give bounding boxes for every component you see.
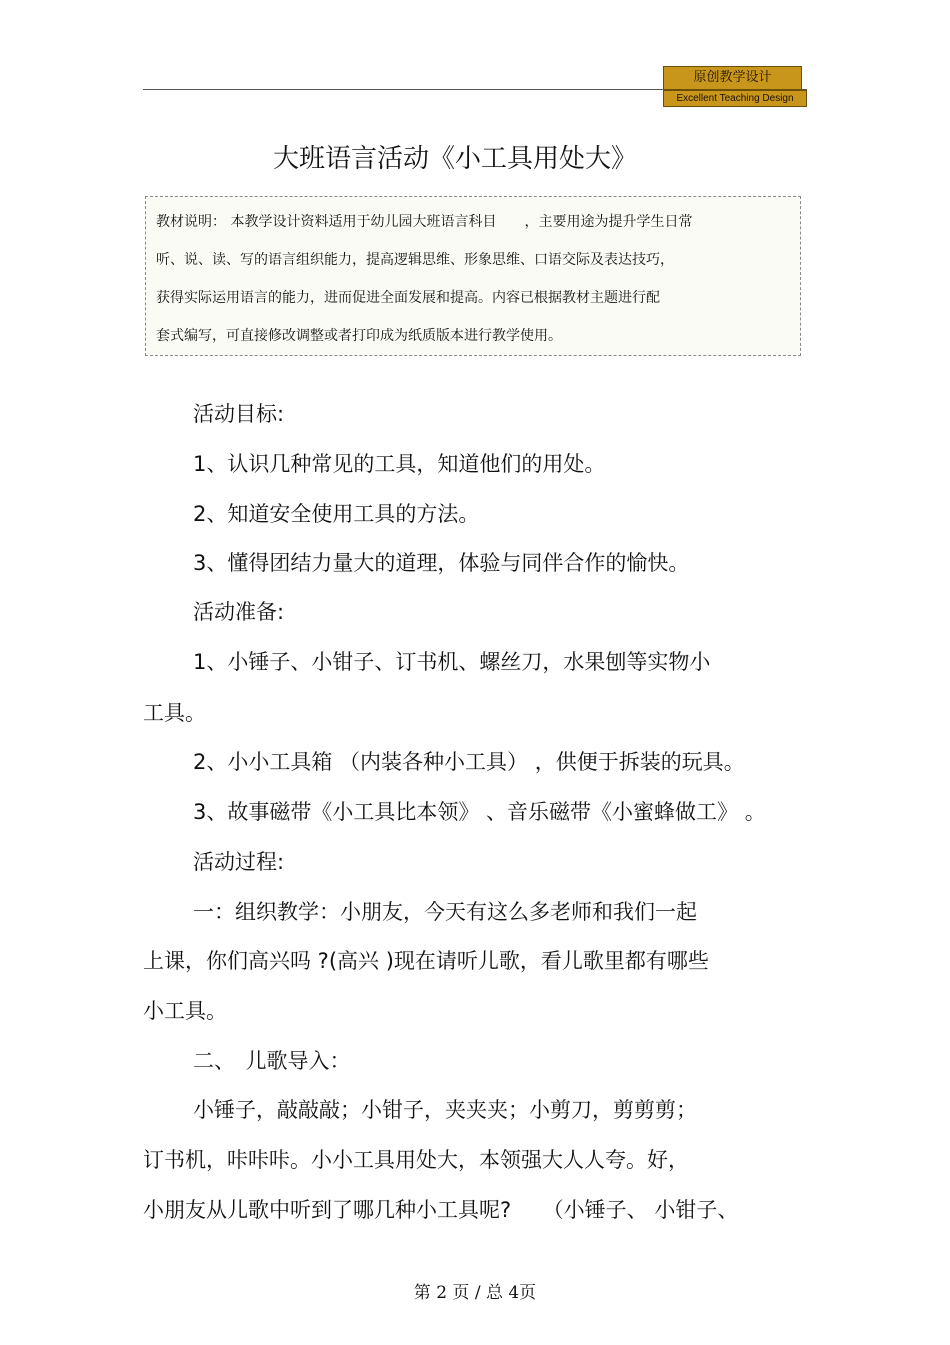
page-number: 第 2 页 / 总 4页 [413,1283,537,1303]
document-title: 大班语言活动《小工具用处大》 [272,144,637,174]
body-paragraph: 小锤子，敲敲敲；小钳子，夹夹夹；小剪刀，剪剪剪； [193,1098,697,1122]
body-paragraph: 3、懂得团结力量大的道理，体验与同伴合作的愉快。 [193,551,690,575]
description-line: 听、说、读、写的语言组织能力，提高逻辑思维、形象思维、口语交际及表达技巧， [156,252,674,268]
body-paragraph: 订书机，咔咔咔。小小工具用处大，本领强大人人夸。好， [143,1148,689,1172]
body-paragraph: 一：组织教学：小朋友，今天有这么多老师和我们一起 [193,900,697,924]
section-heading-preparation: 活动准备: [193,600,285,624]
header-badge-en: Excellent Teaching Design [663,90,807,107]
section-heading-rhyme: 二、 儿歌导入： [193,1049,351,1073]
body-paragraph: 1、小锤子、小钳子、订书机、螺丝刀，水果刨等实物小 [193,650,711,674]
body-paragraph: 小朋友从儿歌中听到了哪几种小工具呢? （小锤子、 小钳子、 [143,1198,739,1222]
section-heading-process: 活动过程: [193,850,285,874]
body-paragraph: 1、认识几种常见的工具，知道他们的用处。 [193,452,606,476]
description-line: 套式编写，可直接修改调整或者打印成为纸质版本进行教学使用。 [156,328,562,344]
description-line: 获得实际运用语言的能力，进而促进全面发展和提高。内容已根据教材主题进行配 [156,290,660,306]
body-paragraph: 小工具。 [143,999,227,1023]
section-heading-goals: 活动目标: [193,402,285,426]
body-paragraph: 2、知道安全使用工具的方法。 [193,502,480,526]
header-badge-cn: 原创教学设计 [663,66,802,90]
body-paragraph: 3、故事磁带《小工具比本领》 、音乐磁带《小蜜蜂做工》 。 [193,800,766,824]
body-paragraph: 2、小小工具箱 （内装各种小工具） ，供便于拆装的玩具。 [193,750,745,774]
material-description-box [145,196,801,356]
body-paragraph: 上课，你们高兴吗 ?(高兴 )现在请听儿歌，看儿歌里都有哪些 [143,949,709,973]
body-paragraph: 工具。 [143,701,206,725]
description-line: 教材说明： 本教学设计资料适用于幼儿园大班语言科目 ，主要用途为提升学生日常 [156,214,693,230]
